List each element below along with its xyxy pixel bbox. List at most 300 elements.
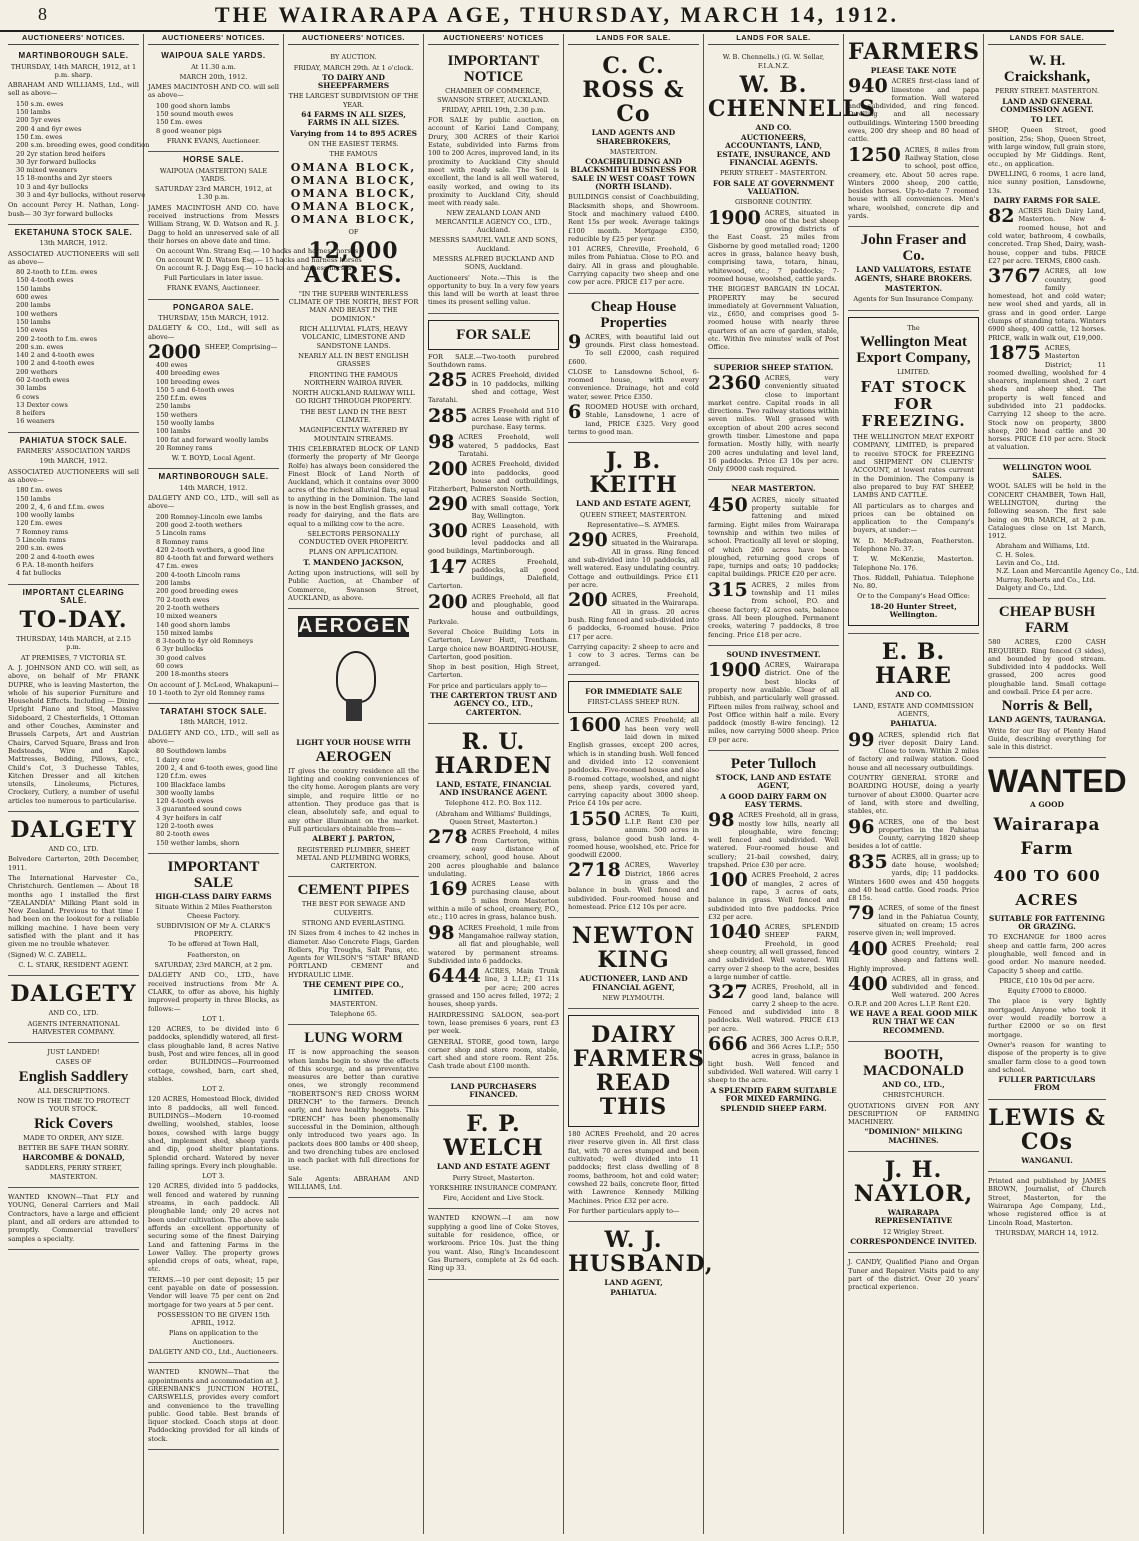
ad-possession: POSSESSION TO BE GIVEN 15th APRIL, 1912. bbox=[157, 1310, 270, 1328]
ad-lung-worm bbox=[288, 1025, 419, 1198]
ad-address: (Abraham and Williams' Buildings, Queen Street, Masterton.) bbox=[435, 809, 552, 827]
list-item: 13 Dexter cows bbox=[16, 400, 68, 409]
agent-name: ALBERT J. PARTON, bbox=[312, 834, 395, 844]
firm-sub: AND CO., LTD. bbox=[48, 845, 99, 854]
listing-text: CLOSE to Lansdowne School, 6-roomed house, with every convenience. Drainage, hot and cold water, sewer. Price £350. bbox=[568, 367, 699, 401]
ad-owner: Owner's reason for wanting to dispose of the property is to give smaller farm close to a good town and school. bbox=[988, 1040, 1106, 1074]
ad-title: HORSE SALE. bbox=[183, 155, 244, 165]
list-item: 1 dairy cow bbox=[156, 755, 195, 764]
lot-text: 120 ACRES, divided into 5 paddocks, well fenced and watered by running streams, in each paddock. All ploughable land; only 20 acres not been under cultivation. The above sale affords an excellent opportunity of securing some of the finest Dairying Land and fattening Farms in the Lower Valley. The property grows splendid crops of oats, wheat, rape, etc. bbox=[148, 1182, 279, 1274]
listing-item bbox=[428, 371, 559, 404]
list-item: 60 2-tooth ewes bbox=[16, 375, 70, 384]
ad-head: LIGHT YOUR HOUSE WITH bbox=[296, 737, 411, 747]
ad-apply: For further particulars apply to— bbox=[568, 1206, 680, 1215]
listing-item bbox=[988, 267, 1106, 342]
listing-text: ACRES Lease with purchasing clause, about 5 miles from Masterton within a mile of school, creamery, P.O., etc.; 110 acres in grass, balance bush. bbox=[428, 880, 559, 922]
list-item: 60 cows bbox=[156, 662, 184, 670]
firm-name: C. C. ROSS & Co bbox=[582, 53, 685, 128]
ad-rugs: Rick Covers bbox=[34, 1115, 113, 1132]
list-item: 100 wethers bbox=[16, 309, 58, 318]
ad-title: PAHIATUA STOCK SALE. bbox=[19, 435, 128, 445]
ad-place: AT PREMISES, 7 VICTORIA ST. bbox=[20, 653, 127, 662]
ad-naylor bbox=[848, 1152, 979, 1253]
firm-sub: LAND AND GENERAL COMMISSION AGENT. bbox=[1000, 96, 1094, 114]
page-number: 8 bbox=[38, 4, 47, 24]
ad-shop: Shop in best position, High Street, Carterton. bbox=[428, 663, 559, 680]
ad-item: 580 ACRES, £200 CASH REQUIRED. Ring fenced (3 sides), and bounded by good stream. Subdivided into 4 paddocks. Well grassed, 200 acres good ploughable land. Small cottage and cowbail. Price £4 per acre. bbox=[988, 638, 1106, 696]
list-item: 100 woolly lambs bbox=[16, 511, 75, 520]
listing-text: ACRES, very conveniently situated close to important market centre. Capital roads in all directions. Two railway stations within seven miles. Well grassed with exception of about 200 acres second growth timber. Limestone and papa formation. Mostly hilly, with nearly 200 acres undulating and level land, 16 paddocks. Price £3 10s per acre. Only £9000 cash required. bbox=[708, 373, 839, 474]
listing-text: ACRES Freehold, divided in 10 paddocks, milking shed and cottage, West Taratahi. bbox=[428, 371, 559, 405]
lot-text: 120 ACRES, Homestead Block, divided into 8 paddocks, all well fenced. BUILDINGS—Modern 10-roomed dwelling, woolshed, stables, loose boxes, cowshed with large buggy shed, implement shed, sheep yards and dip, good shelter plantations. Splendid orchard. Watered by never failing springs. Every inch ploughable. bbox=[148, 1095, 279, 1170]
listing-text: ACRES, with beautiful laid out grounds. First class homestead. To sell £2000, cash required £600. bbox=[568, 332, 699, 366]
list-item: On account W. D. Watson Esq.— 15 hacks and harness horses bbox=[156, 255, 362, 264]
list-item: 100 lambs bbox=[156, 427, 191, 436]
ad-subtitle: PLEASE TAKE NOTE bbox=[870, 66, 957, 75]
listing-item bbox=[568, 807, 699, 860]
column-header: AUCTIONEERS' NOTICES. bbox=[8, 34, 139, 45]
lot-text: 120 ACRES, to be divided into 6 paddocks, splendidly watered, all first-class ploughable land, 8 acres Native bush, Post and wire fences, all in good order. BUILDINGS—Fourroomed cottage, cowshed, barn, cart shed, stables. bbox=[148, 1025, 279, 1083]
ad-rail: NORTH AUCKLAND RAILWAY WILL GO RIGHT THROUGH PROPERTY. bbox=[292, 389, 415, 406]
ad-body: JAMES MACINTOSH AND CO. will sell as above— bbox=[148, 83, 279, 100]
column-1 bbox=[4, 33, 150, 1534]
ad-title: PONGAROA SALE. bbox=[173, 302, 254, 312]
list-item: 420 2-tooth wethers, a good line bbox=[156, 545, 265, 554]
listing-text: ACRES Freehold, all flat and ploughable, good house and outbuildings, Parkvale. bbox=[428, 592, 559, 626]
listing-items bbox=[988, 126, 1106, 194]
ad-address: QUEEN STREET, MASTERTON. bbox=[580, 510, 687, 519]
listing-items bbox=[708, 811, 839, 1085]
ad-cases: CASES OF bbox=[55, 1058, 92, 1067]
list-item: 10 3 and 4yr bullocks bbox=[16, 182, 89, 191]
firm-name: Wellington Meat Export Company, bbox=[856, 333, 971, 366]
firm-name: R. U. HARDEN bbox=[434, 728, 553, 779]
ad-body: J. CANDY, Qualified Piano and Organ Tuner and Repairer. Visits paid to any part of the district. Over 20 years' practical experience. bbox=[848, 1258, 979, 1292]
ad-name: AEROGEN bbox=[315, 748, 392, 765]
list-item: 20 Romney rams bbox=[156, 443, 213, 452]
ad-carriers bbox=[8, 1188, 139, 1250]
ad-title: FARMERS bbox=[848, 39, 980, 65]
firm-sub-2: LAND, ESTATE AND COMMISSION AGENTS, bbox=[853, 701, 974, 718]
listing-number: 1875 bbox=[988, 341, 1041, 364]
list-item: 150 wethers bbox=[156, 410, 198, 419]
listing-number: 1900 bbox=[708, 659, 761, 682]
ad-ross bbox=[568, 48, 699, 293]
ad-write: Write for our Bay of Plenty Hand Guide, describing everything for sale in this district. bbox=[988, 726, 1106, 752]
ad-sound-investment bbox=[708, 646, 839, 751]
listing-number: 96 bbox=[848, 815, 875, 838]
ad-wool-sales bbox=[988, 459, 1139, 599]
list-item: 120 f.f.m. ewes bbox=[156, 772, 207, 781]
ad-wanted: WE HAVE A REAL GOOD MILK RUN THAT WE CAN RECOMMEND. bbox=[849, 1009, 978, 1035]
ad-correspondence: CORRESPONDENCE INVITED. bbox=[850, 1236, 977, 1246]
firm-name: THE CARTERTON TRUST AND AGENCY CO., LTD., CARTERTON. bbox=[429, 691, 558, 717]
list-item: 200 lambs bbox=[156, 579, 191, 588]
listing-item bbox=[568, 403, 699, 436]
ad-subtitle: A GOOD DAIRY FARM ON EASY TERMS. bbox=[720, 791, 827, 809]
list-item: 20 2yr station bred heifers bbox=[16, 149, 106, 158]
list-item: 200 18-months steers bbox=[156, 670, 229, 679]
ad-made: MADE TO ORDER, ANY SIZE. bbox=[23, 1133, 124, 1142]
ad-land-purchasers bbox=[428, 1078, 559, 1107]
column-header: LANDS FOR SALE. bbox=[708, 34, 839, 45]
firm-sub: AND CO. bbox=[895, 690, 932, 700]
ad-grasses: NEARLY ALL IN BEST ENGLISH GRASSES bbox=[298, 351, 409, 369]
listing-item bbox=[708, 983, 839, 1033]
firm-sub-2: AUCTIONEERS, ACCOUNTANTS, LAND, ESTATE, INSURANCE, AND FINANCIAL AGENTS. bbox=[716, 133, 831, 168]
firm-name: HARCOMBE & DONALD, bbox=[22, 1153, 125, 1163]
ad-agents: Sale Agents: ABRAHAM AND WILLIAMS, Ltd. bbox=[288, 1174, 419, 1192]
ad-karioi-estate bbox=[428, 48, 559, 313]
ad-wanted bbox=[988, 758, 1127, 1099]
list-item: OMANA BLOCK, bbox=[290, 173, 417, 187]
ad-exchange: TO EXCHANGE for 1800 acres sheep and cattle farm, 200 acres ploughable, well fenced and in good order. No manure needed. Capacity 5 sheep and cattle. bbox=[988, 933, 1106, 975]
ad-aerogen bbox=[288, 609, 419, 877]
ad-body: THIS CELEBRATED BLOCK OF LAND (formerly the property of Mr George Rolfe) has always been considered the Finest Block of Land North of Auckland, which it contains over 3000 acres of the richest alluvial flats, equal to anything in the Dominion. The land is now in the best English grasses, and ready for dairying, and the flats are equal to a milking cow to the acre. bbox=[288, 444, 419, 528]
stock-list bbox=[156, 361, 279, 452]
listing-number: 9 bbox=[568, 330, 582, 353]
ad-split: A SPLENDID FARM SUITABLE FOR MIXED FARMING. bbox=[710, 1085, 837, 1104]
list-item: 100 2 and 4-tooth ewes bbox=[16, 359, 95, 368]
ad-farms: 64 FARMS IN ALL SIZES, FARMS IN ALL SIZES. bbox=[301, 110, 406, 128]
listing-text: ACRES, SPLENDID SHEEP FARM, Freehold, in good sheep country, all well grassed, fenced and subdivided. Well watered. Will carry over 2 sheep to the acre, besides a large number of cattle. bbox=[708, 923, 839, 981]
list-item: 150 lambs bbox=[16, 494, 51, 503]
ad-hare bbox=[848, 634, 979, 1042]
listing-number: 300 bbox=[428, 520, 468, 543]
list-item: 30 3 and 4yr bullocks, without reserve bbox=[16, 191, 146, 200]
listing-number: 147 bbox=[428, 555, 468, 578]
firm-name: DALGETY bbox=[10, 817, 137, 844]
ad-agent: C. L. STARK, RESIDENT AGENT. bbox=[18, 960, 129, 969]
listing-number: 1250 bbox=[848, 143, 901, 166]
list-item: 150 s.m. ewes bbox=[16, 99, 64, 108]
listing-item bbox=[428, 590, 559, 626]
ad-signature: (Signed) W. C. ZABELL. bbox=[8, 950, 88, 959]
ad-signature: FRANK EVANS, Auctioneer. bbox=[166, 136, 261, 145]
auctioneer-name: T. MANDENO JACKSON, bbox=[303, 557, 404, 567]
list-item: OMANA BLOCK, bbox=[290, 212, 417, 226]
listing-item bbox=[708, 871, 839, 921]
ad-candy bbox=[848, 1253, 979, 1297]
firm-name: W. H. Craickshank, bbox=[1003, 53, 1091, 86]
listing-text: SHOP, Queen Street, good position, 25s; Shop, Queen Street, with large window, full grain store, occupied by Mr Giddings. Rent, etc., on application. bbox=[988, 126, 1106, 168]
list-item: 200 5yr ewes bbox=[16, 116, 61, 125]
list-item: OMANA BLOCK, bbox=[290, 199, 417, 213]
list-item: OMANA BLOCK, bbox=[290, 186, 417, 200]
listing-text: FOR SALE.—Two-tooth purebred Southdown rams. bbox=[428, 352, 559, 370]
ad-sheep: SPLENDID SHEEP FARM. bbox=[720, 1104, 827, 1114]
ad-title: DAIRY FARMERS READ THIS bbox=[573, 1022, 705, 1121]
ad-title: MARTINBOROUGH SALE. bbox=[18, 51, 129, 61]
ad-date: THURSDAY, 14th MARCH, 1912, at 1 p.m. sharp. bbox=[10, 62, 137, 79]
ad-suitable: SUITABLE FOR FATTENING OR GRAZING. bbox=[989, 913, 1105, 932]
ad-note: Auctioneers' Note.—This is the opportunity to buy. In a very few years this land will be worth at least three times its present selling value. bbox=[428, 273, 559, 307]
listing-text: ACRES Freehold, 4 miles from Carterton, within easy distance of creamery, school, good house. About 200 acres ploughable and balance undulating. bbox=[428, 828, 559, 878]
ad-place: MASTERTON. bbox=[609, 147, 658, 156]
ad-location: Situate Within 2 Miles Featherston Cheese Factory. bbox=[154, 903, 273, 920]
ad-famous: THE FAMOUS bbox=[329, 150, 378, 159]
ad-date: THURSDAY, 15th MARCH, 1912. bbox=[158, 314, 269, 323]
listing-item bbox=[428, 522, 559, 555]
listing-item bbox=[848, 728, 979, 772]
ad-date: MARCH 20th, 1912. bbox=[179, 72, 248, 81]
ad-cement-pipes bbox=[288, 877, 419, 1025]
listing-number: 285 bbox=[428, 369, 468, 392]
listing-text: ACRES Freehold; real good country, winters 2 sheep and fattens well. Highly improved. bbox=[848, 939, 979, 973]
list-item: 150 lambs bbox=[16, 108, 51, 117]
listing-text: ACRES, 300 Acres O.R.P., and 366 Acres L.I.P.; 550 acres in grass, balance in light bush. Well fenced and subdivided. Well watered. Will carry 1 sheep to the acre. bbox=[708, 1034, 839, 1085]
firm-name: THE CEMENT PIPE CO., LIMITED. bbox=[303, 980, 404, 998]
list-item: 150 4-tooth ewes bbox=[16, 276, 74, 285]
list-item: 120 2-tooth ewes bbox=[156, 822, 214, 831]
ad-important-sale bbox=[148, 854, 279, 1363]
list-item: 150 lambs bbox=[16, 317, 51, 326]
listing-number: 2360 bbox=[708, 371, 761, 394]
ad-title: IMPORTANT SALE bbox=[167, 858, 260, 891]
ad-winter: "IN THE SUPERB WINTERLESS CLIMATE OF THE NORTH, BEST FOR MAN AND BEAST IN THE DOMINION." bbox=[288, 289, 419, 323]
listing-number: 400 bbox=[848, 972, 888, 995]
listing-item bbox=[568, 716, 699, 807]
firm-sub: LAND AGENT, bbox=[604, 1278, 663, 1288]
ad-machines: "DOMINION" MILKING MACHINES. bbox=[864, 1127, 963, 1145]
ad-subtitle: WAIPOUA (MASTERTON) SALE YARDS. bbox=[159, 166, 268, 183]
ad-agent-2: MESSRS SAMUEL VAILE AND SONS, Auckland. bbox=[429, 236, 558, 253]
column-header: LANDS FOR SALE. bbox=[988, 34, 1106, 45]
ad-goods: English Saddlery bbox=[18, 1068, 129, 1085]
listing-number: 98 bbox=[428, 921, 455, 944]
ad-meat-export bbox=[848, 311, 979, 635]
list-item: 150 5 and 6-tooth ewes bbox=[156, 385, 235, 394]
list-item: 200 good breeding ewes bbox=[156, 587, 239, 596]
ad-title: TARATAHI STOCK SALE. bbox=[160, 707, 267, 717]
list-item: 250 f.f.m. ewes bbox=[156, 394, 207, 403]
listing-item bbox=[428, 967, 559, 1008]
listing-text: ACRES, situated in one of the best sheep growing districts of the East Coast. 25 miles from Gisborne by good metalled road; 1200 acres in grass, balance heavy bush, comprising tawa, totara, hinau, whitewood, etc.; 7 paddocks; 7-roomed house, woolshed, cattle yards. bbox=[708, 208, 839, 283]
ad-agents: Agents for Sun Insurance Company. bbox=[853, 295, 974, 304]
listing-text: ACRES, one of the best properties in the Pahiatua County, carrying 1820 sheep besides a lot of cattle. bbox=[848, 817, 979, 851]
ad-title: CHEAP BUSH FARM bbox=[998, 604, 1096, 637]
listing-text: ROOMED HOUSE with orchard, Stable, Lansdowne, 1 acre of land, PRICE £325. Very good terms to good man. bbox=[568, 403, 699, 436]
ad-fire: Fire, Accident and Live Stock. bbox=[443, 1194, 544, 1203]
list-item: 250 lambs bbox=[156, 402, 191, 411]
ad-lewis bbox=[988, 1100, 1106, 1172]
firm-name: W. J. HUSBAND, bbox=[568, 1227, 714, 1278]
list-item: 400 breeding ewes bbox=[156, 369, 220, 378]
listing-item bbox=[568, 330, 699, 366]
listing-text: ACRES first-class land of limestone and papa formation. Well watered and subdivided, and ring fenced. Dwelling and all necessary outbuildings. Wintering 1500 breeding ewes, 200 dry sheep and 80 head of cattle. bbox=[848, 77, 979, 144]
listing-text: ACRES Freehold and 510 acres Lease with right of purchase. Easy terms. bbox=[471, 406, 559, 432]
listing-number: 290 bbox=[568, 529, 608, 552]
listing-item bbox=[428, 1011, 559, 1036]
listing-number: 1040 bbox=[708, 921, 761, 944]
listing-item bbox=[848, 815, 979, 851]
listing-items bbox=[568, 716, 699, 911]
ad-date: SATURDAY, 23rd MARCH, at 2 pm. bbox=[154, 961, 273, 970]
listing-item bbox=[708, 371, 839, 474]
ad-address: PERRY STREET - MASTERTON. bbox=[719, 169, 828, 178]
ad-to: TO DAIRY AND SHEEPFARMERS bbox=[317, 72, 390, 91]
list-item: 200 Romney-Lincoln ewe lambs bbox=[156, 512, 263, 521]
listing-number: 1600 bbox=[568, 714, 621, 737]
listing-item bbox=[988, 126, 1106, 167]
firm-sub: WAIRARAPA REPRESENTATIVE bbox=[874, 1208, 953, 1226]
ad-title: WELLINGTON WOOL SALES. bbox=[1002, 462, 1092, 481]
listing-number: 400 bbox=[848, 937, 888, 960]
ad-subtitle-2: SUBDIVISION OF Mr A. CLARK'S PROPERTY. bbox=[156, 921, 271, 939]
list-item: Murray, Roberts and Co., Ltd. bbox=[996, 575, 1096, 584]
ad-body: WANTED KNOWN—That the appointments and accommodation at J. GREENBANK'S JUNCTION HOTEL, CARSWELLS, provides every comfort and convenience to the travelling public. Good table. Best brands of liquor stocked. Coach stops at door. Paddocking provided for all kinds of stock. bbox=[148, 1368, 279, 1443]
firm-sub: LAND AND ESTATE AGENT bbox=[436, 1162, 551, 1172]
listing-number: 6444 bbox=[428, 965, 481, 988]
listing-item bbox=[428, 880, 559, 921]
list-item: 7 Romney rams bbox=[16, 527, 69, 536]
ad-fuller: FULLER PARTICULARS FROM bbox=[998, 1075, 1096, 1093]
ad-date: 14th MARCH, 1912. bbox=[179, 483, 248, 492]
ad-body: IT is now approaching the season when lambs begin to show the effects of this scourge, and as preventative measures are better than curative ones, we strongly recommend "ROBERTSON'S RED CROSS WORM DRENCH" to the farmers. Drench early, and have healthy hoggets. This "DRENCH" has been phenomenally successful in the Dominion, although only introduced two years ago. In packets does 800 lambs or 400 sheep, and two drenching tubes are enclosed in each packet with full directions for use. bbox=[288, 1048, 419, 1173]
listing-number: 835 bbox=[848, 850, 888, 873]
list-item: 200 2, 4 and 6-tooth ewes, good line bbox=[156, 763, 278, 772]
lot-heading: LOT 2. bbox=[202, 1085, 225, 1094]
ad-of: OF bbox=[348, 227, 359, 236]
ad-place: WANGANUI. bbox=[1021, 1155, 1073, 1165]
list-item: 100 Blackface lambs bbox=[156, 780, 226, 789]
ad-better: BETTER BE SAFE THAN SORRY. bbox=[18, 1143, 129, 1152]
ad-body: FOR SALE by public auction, on account of Karioi Land Company, Drury, 300 ACRES of their Karioi Estate, subdivided into Farms from 100 to 200 Acres, improved land, in its proximity to Auckland City should meet with ready sale. The Soil is excellent, the land is all well watered, easily worked, and owing to its proximity to Auckland City, should meet with ready sale. bbox=[428, 116, 559, 208]
ad-place: MASTERTON. bbox=[884, 283, 943, 293]
ad-subtitle: COACHBUILDING AND BLACKSMITH BUSINESS FOR SALE IN WEST COAST TOWN (NORTH ISLAND). bbox=[570, 157, 697, 192]
listing-text: ACRES, all in grass; up to date house, woolshed; yards, dip; 11 paddocks. Winters 1600 ewes and 450 hoggets and 40 head cattle. Good roads. Price £8 15s. bbox=[848, 852, 979, 903]
listing-item bbox=[428, 460, 559, 493]
ad-subtitle: HIGH-CLASS DAIRY FARMS bbox=[155, 891, 272, 901]
ad-by: BY AUCTION. bbox=[330, 53, 377, 62]
listing-item bbox=[848, 904, 979, 937]
ad-clearing-sale bbox=[8, 585, 139, 813]
firm-sub: LAND VALUATORS, ESTATE AGENTS, SHARE BROKERS. bbox=[854, 265, 973, 283]
ad-the: The bbox=[907, 323, 920, 332]
listing-item bbox=[568, 643, 699, 668]
listing-text: Carrying capacity: 2 sheep to acre and 1 cow to 3 acres. Terms can be arranged. bbox=[568, 642, 699, 668]
listing-number: 6 bbox=[568, 401, 582, 424]
listing-item bbox=[428, 495, 559, 520]
ad-plans: PLANS ON APPLICATION. bbox=[308, 548, 399, 557]
signer-list bbox=[996, 542, 1139, 592]
list-item: 150 mixed lambs bbox=[156, 628, 213, 637]
ad-offer: To be offered at Town Hall, bbox=[168, 940, 259, 949]
ad-number-text: SHEEP, Comprising— bbox=[204, 342, 278, 351]
column-header: LANDS FOR SALE. bbox=[568, 34, 699, 45]
list-item: 600 ewes bbox=[16, 293, 48, 302]
listing-item bbox=[428, 921, 559, 965]
listing-text: THE BIGGEST BARGAIN IN LOCAL PROPERTY may be secured immediately at Government Valuation, viz., £650, and comprises good 5-roomed house with nearly three quarters of an acre of garden, stable, etc. Within five minutes' walk of Post Office. bbox=[708, 285, 839, 352]
ad-date: 18th MARCH, 1912. bbox=[179, 718, 248, 727]
ad-body: WANTED KNOWN.—I am now supplying a good line of Coke Stoves, suitable for residence, office, or workroom. Price 10s. Just the thing you want. Also, Ring's Incandescent Gas Burners, complete at 2s 6d each. Ring up 33. bbox=[428, 1214, 559, 1273]
firm-name: F. P. WELCH bbox=[443, 1111, 544, 1162]
stock-list bbox=[156, 513, 279, 679]
listing-text: ACRES, Waverley District, 1866 acres in grass and the balance in bush. Well fenced and subdivided. Four-roomed house and homestead. Price £12 10s per acre. bbox=[568, 861, 699, 911]
listing-item bbox=[428, 1038, 559, 1071]
ad-date: 13th MARCH, 1912. bbox=[39, 239, 108, 248]
listing-text: ACRES Freehold, all in grass, mostly low hills, nearly all ploughable, wire fencing; well fenced and subdivided. Well watered. Four-roomed house and scullery; 21-bail cowshed, dairy, trapshed. Price £30 per acre. bbox=[708, 811, 839, 870]
list-item: 200 2-tooth to f.m. ewes bbox=[16, 334, 97, 343]
list-item: 200 4 and 6yr ewes bbox=[16, 124, 82, 133]
listing-text: ACRES Seaside Section, with small cottage, York Bay, Wellington. bbox=[471, 495, 559, 521]
listing-text: ACRES, all low country, good family homestead, hot and cold water; new wool shed and yards, all in grass and in good order. Large clumps of standing totara. Winters 6900 sheep, 400 cattle, 12 horses. PRICE, walk in walk out, £19,000. bbox=[988, 267, 1106, 342]
ad-acres: 12,000 ACRES. bbox=[304, 237, 403, 288]
listing-item bbox=[428, 555, 559, 591]
listing-item bbox=[428, 404, 559, 432]
listing-text: ACRES, Freehold, situated in the Wairarapa. All in grass. Ring fenced and sub-divided into 10 paddocks, all well watered. Easy undulating country. Cottage and outbuildings. Price £11 per acre. bbox=[568, 531, 699, 589]
listing-item bbox=[708, 493, 839, 579]
ad-omana-block bbox=[288, 48, 419, 609]
ad-apply: For price and particulars apply to— bbox=[428, 681, 548, 690]
list-item: 6 P.A. 18-month heifers bbox=[16, 560, 94, 569]
bulb-base bbox=[346, 699, 362, 721]
ad-newton-king bbox=[568, 918, 699, 1009]
list-item: 80 Southdown lambs bbox=[156, 747, 227, 756]
ad-date: FRIDAY, MARCH 29th. At 1 o'clock. bbox=[293, 63, 414, 72]
column-3 bbox=[284, 34, 424, 1534]
listing-items bbox=[708, 371, 839, 474]
ad-note: Full Particulars in later issue. bbox=[163, 274, 264, 283]
list-item: 8 good weaner pigs bbox=[156, 126, 222, 135]
listing-number: 169 bbox=[428, 878, 468, 901]
column-4 bbox=[424, 34, 564, 1534]
lot-heading: LOT 3. bbox=[202, 1172, 225, 1181]
ad-title: MARTINBOROUGH SALE. bbox=[158, 472, 269, 482]
ad-address: 18-20 Hunter Street, Wellington. bbox=[870, 601, 957, 620]
listing-items bbox=[708, 493, 839, 639]
ad-selectors: SELECTORS PERSONALLY CONDUCTED OVER PROPERTY. bbox=[298, 529, 409, 547]
listing-items bbox=[848, 728, 979, 1009]
ad-date: 19th MARCH, 1912. bbox=[39, 457, 108, 466]
listing-item bbox=[848, 77, 979, 143]
listing-item bbox=[848, 937, 979, 973]
ad-let: TO LET. bbox=[1030, 115, 1064, 125]
list-item: 200 4-tooth Lincoln rams bbox=[156, 570, 241, 579]
list-item: C. H. Soles. bbox=[996, 550, 1035, 559]
list-item: 80 4-tooth fat and forward wethers bbox=[156, 554, 274, 563]
ad-martinborough-sale-2 bbox=[148, 469, 279, 704]
listing-items bbox=[428, 353, 559, 626]
listing-text: GENERAL STORE, good town, large corner shop and store room, stable, cart shed and store room. Rent 25s. Cash trade about £100 month. bbox=[428, 1037, 559, 1071]
listing-item bbox=[848, 972, 979, 1008]
ad-bush-farm bbox=[988, 599, 1106, 758]
firm-ltd: LIMITED. bbox=[897, 367, 930, 376]
ad-body: WANTED KNOWN—That FLY and YOUNG, General Carriers and Mail Contractors, have a large and efficient plant, and all orders are attended to promptly. Commercial travellers' samples a specialty. bbox=[8, 1193, 139, 1243]
ad-best: THE BEST LAND IN THE BEST CLIMATE. bbox=[300, 407, 407, 425]
listing-item bbox=[848, 143, 979, 221]
ad-signature: FRANK EVANS, Auctioneer. bbox=[166, 284, 261, 293]
firm-name: J. B. KEITH bbox=[589, 448, 678, 499]
list-item: 20 2-tooth wethers bbox=[156, 603, 220, 612]
column-header: AUCTIONEERS' NOTICES bbox=[428, 34, 559, 45]
stock-list bbox=[156, 747, 279, 847]
ad-subtitle: THE BEST FOR SEWAGE AND CULVERTS. bbox=[301, 900, 406, 917]
ad-date: THURSDAY, 14th MARCH, at 2.15 p.m. bbox=[16, 635, 131, 652]
ad-body: WOOL SALES will be held in the CONCERT CHAMBER, Town Hall, WELLINGTON, during the following season. The first sale being on 9th MARCH, at 2 p.m. Catalogues close on 1st March, 1912. bbox=[988, 482, 1106, 541]
listing-items bbox=[988, 207, 1106, 452]
listing-text: ACRES, Freehold, all in good land, balance will carry 2 sheep to the acre. Fenced and subdivided into 8 paddocks. Well watered. PRICE £13 per acre. bbox=[708, 983, 839, 1033]
listing-item bbox=[988, 207, 1106, 265]
ad-place: MASTERTON. bbox=[329, 999, 378, 1008]
list-item: 120 4-tooth ewes bbox=[156, 797, 214, 806]
ad-country: GISBORNE COUNTRY. bbox=[735, 198, 812, 207]
ad-price: PRICE, £10 10s 0d per acre. bbox=[999, 976, 1095, 985]
imprint bbox=[988, 1172, 1106, 1243]
column-header: AUCTIONEERS' NOTICES. bbox=[148, 34, 279, 45]
listing-number: 200 bbox=[428, 458, 468, 481]
listing-number: 2718 bbox=[568, 859, 621, 882]
